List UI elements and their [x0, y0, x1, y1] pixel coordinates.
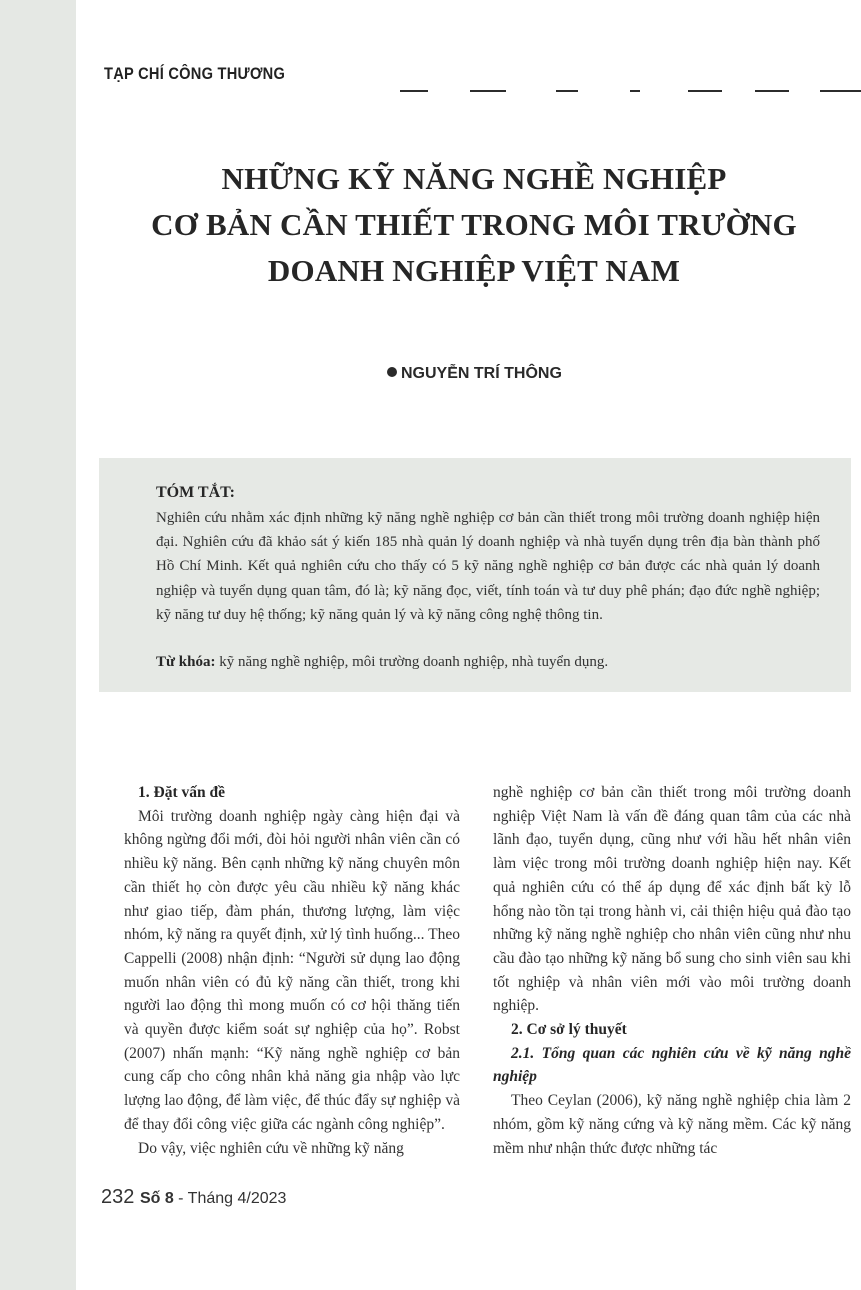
header-rule-dash [820, 90, 861, 92]
subsection-heading: 2.1. Tổng quan các nghiên cứu về kỹ năng nghề nghiệp [493, 1044, 851, 1086]
footer-separator: - [173, 1190, 188, 1207]
keywords-line [156, 650, 820, 674]
title-line: NHỮNG KỸ NĂNG NGHỀ NGHIỆP [221, 161, 727, 196]
body-column-right [493, 781, 851, 1160]
section-heading: 1. Đặt vấn đề [138, 784, 225, 801]
header-rule-dash [556, 90, 578, 92]
keywords-label: Từ khóa: [156, 654, 216, 670]
abstract-text: Nghiên cứu nhằm xác định những kỹ năng nghề nghiệp cơ bản cần thiết trong môi trường doanh nghiệp hiện đại. Nghiên cứu đã khảo sát ý kiến 185 nhà quản lý doanh nghiệp và nhà tuyển dụng trên địa bàn thành phố Hồ Chí Minh. Kết quả nghiên cứu cho thấy có 5 kỹ năng nghề nghiệp cơ bản được các nhà quản lý doanh nghiệp và tuyển dụng quan tâm, đó là; kỹ năng đọc, viết, tính toán và tư duy phê phán; đạo đức nghề nghiệp; kỹ năng tư duy hệ thống; kỹ năng quản lý và kỹ năng công nghệ thông tin. [156, 510, 820, 623]
body-paragraph: Môi trường doanh nghiệp ngày càng hiện đại và không ngừng đổi mới, đòi hỏi người nhân viên cần có nhiều kỹ năng. Bên cạnh những kỹ năng chuyên môn cần thiết họ còn được yêu cầu nhiều kỹ năng khác như giao tiếp, đàm phán, thương lượng, làm việc nhóm, kỹ năng ra quyết định, xử lý tình huống... Theo Cappelli (2008) nhận định: “Người sử dụng lao động muốn nhân viên có đủ kỹ năng cần thiết, trong khi người lao động thì mong muốn có cơ hội thăng tiến và quyền được kiểm soát sự nghiệp của họ”. Robst (2007) nhấn mạnh: “Kỹ năng nghề nghiệp cơ bản cung cấp cho công nhân khả năng gia nhập vào lực lượng lao động, để làm việc, để thúc đẩy sự nghiệp và để thay đổi công việc giữa các ngành công nghiệp”. [124, 807, 460, 1133]
body-column-left [124, 781, 460, 1160]
journal-name: TẠP CHÍ CÔNG THƯƠNG [104, 64, 286, 83]
section-heading: 2. Cơ sở lý thuyết [511, 1021, 627, 1039]
body-paragraph: Do vậy, việc nghiên cứu về những kỹ năng [138, 1139, 404, 1157]
abstract-heading: TÓM TẮT: [156, 484, 235, 501]
header-rule-dash [630, 90, 640, 92]
page-footer [101, 1186, 286, 1209]
issue-number: Số 8 [139, 1190, 174, 1207]
bullet-icon [387, 367, 397, 377]
title-line: CƠ BẢN CẦN THIẾT TRONG MÔI TRƯỜNG [151, 207, 797, 242]
author-byline [387, 365, 562, 383]
title-line: DOANH NGHIỆP VIỆT NAM [267, 253, 681, 288]
header-rule-dash [755, 90, 789, 92]
keywords-text: kỹ năng nghề nghiệp, môi trường doanh nghiệp, nhà tuyển dụng. [215, 654, 609, 670]
header-rule-dash [470, 90, 506, 92]
article-title [104, 156, 844, 294]
body-paragraph: nghề nghiệp cơ bản cần thiết trong môi trường doanh nghiệp Việt Nam là vấn đề đáng quan tâm của các nhà lãnh đạo, tuyển dụng, cũng như với hầu hết nhân viên làm việc trong môi trường doanh nghiệp hiện nay. Kết quả nghiên cứu có thể áp dụng để xác định bất kỳ lỗ hổng nào tồn tại trong hành vi, cải thiện hiệu quả đào tạo những kỹ năng nghề nghiệp cho nhân viên cũng như nhu cầu đào tạo những kỹ năng bổ sung cho sinh viên sau khi tốt nghiệp và nhân viên mới vào môi trường doanh nghiệp. [493, 784, 851, 1015]
page-number: 232 [101, 1186, 135, 1208]
body-paragraph: Theo Ceylan (2006), kỹ năng nghề nghiệp chia làm 2 nhóm, gồm kỹ năng cứng và kỹ năng mềm. Các kỹ năng mềm như nhận thức được những tác [493, 1092, 851, 1157]
left-margin-band [0, 0, 76, 1290]
issue-date: Tháng 4/2023 [187, 1190, 287, 1207]
header-rule-dash [688, 90, 722, 92]
author-name: NGUYỄN TRÍ THÔNG [401, 365, 562, 382]
header-rule-dash [400, 90, 428, 92]
